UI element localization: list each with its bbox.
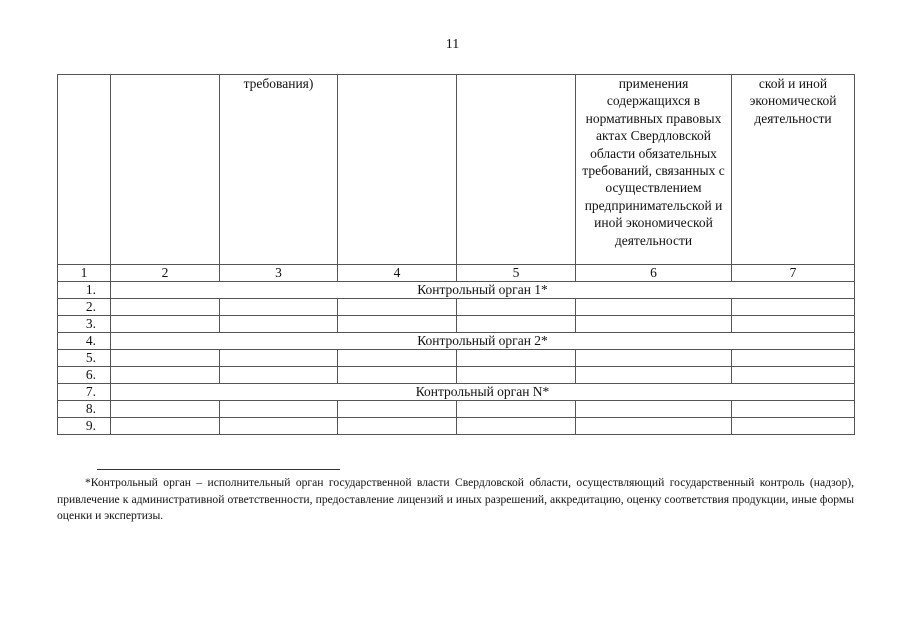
- row-number: 9.: [58, 418, 111, 435]
- table-cell: [220, 401, 338, 418]
- table-cell: [111, 316, 220, 333]
- table-cell: [111, 418, 220, 435]
- table-cell: [457, 316, 576, 333]
- table-cell: [338, 418, 457, 435]
- table-cell: [576, 316, 732, 333]
- column-number: 7: [732, 265, 855, 282]
- column-number: 6: [576, 265, 732, 282]
- table-cell: [220, 350, 338, 367]
- column-number: 2: [111, 265, 220, 282]
- header-col-4: [338, 75, 457, 265]
- table-cell: [338, 367, 457, 384]
- column-number: 4: [338, 265, 457, 282]
- table-cell: [732, 350, 855, 367]
- table-cell: [338, 350, 457, 367]
- report-table: [57, 74, 855, 435]
- table-cell: [576, 401, 732, 418]
- table-cell: [457, 401, 576, 418]
- control-body-label: Контрольный орган 1*: [111, 282, 855, 299]
- row-number: 8.: [58, 401, 111, 418]
- table-row: [58, 316, 855, 333]
- table-cell: [732, 418, 855, 435]
- table-cell: [732, 401, 855, 418]
- table-cell: [576, 299, 732, 316]
- table-header-row: [58, 75, 855, 265]
- row-number: 6.: [58, 367, 111, 384]
- table-cell: [576, 367, 732, 384]
- row-number: 2.: [58, 299, 111, 316]
- table-cell: [732, 316, 855, 333]
- table-row: [58, 401, 855, 418]
- table-cell: [111, 401, 220, 418]
- table-row: [58, 367, 855, 384]
- footnote-text: *Контрольный орган – исполнительный орган государственной власти Свердловской области, осуществляющий государственный контроль (надзор), привлечение к административной ответственности, предоставление лицензий и иных разрешений, аккредитацию, оценку соответствия продукции, иные формы оценки и экспертизы.: [57, 476, 854, 522]
- column-numbers-row: [58, 265, 855, 282]
- column-number: 5: [457, 265, 576, 282]
- table-cell: [457, 418, 576, 435]
- header-col-7: ской и иной экономической деятельности: [732, 75, 855, 265]
- table-cell: [576, 418, 732, 435]
- table-cell: [220, 316, 338, 333]
- table-row: [58, 418, 855, 435]
- table-cell: [732, 299, 855, 316]
- table-row: [58, 282, 855, 299]
- table-cell: [732, 367, 855, 384]
- control-body-label: Контрольный орган 2*: [111, 333, 855, 350]
- header-col-5: [457, 75, 576, 265]
- row-number: 1.: [58, 282, 111, 299]
- table-cell: [457, 367, 576, 384]
- table-cell: [220, 418, 338, 435]
- control-body-label: Контрольный орган N*: [111, 384, 855, 401]
- table-cell: [111, 299, 220, 316]
- table-row: [58, 333, 855, 350]
- table-cell: [111, 367, 220, 384]
- table-cell: [338, 401, 457, 418]
- table-row: [58, 299, 855, 316]
- table-cell: [220, 299, 338, 316]
- table-row: [58, 350, 855, 367]
- table-cell: [338, 299, 457, 316]
- header-col-1: [58, 75, 111, 265]
- column-number: 3: [220, 265, 338, 282]
- table-cell: [457, 350, 576, 367]
- table-cell: [338, 316, 457, 333]
- table-cell: [111, 350, 220, 367]
- header-col-6: применения содержащихся в нормативных правовых актах Свердловской области обязательных требований, связанных с осуществлением предпринимательской и иной экономической деятельности: [576, 75, 732, 265]
- row-number: 4.: [58, 333, 111, 350]
- page-number: 11: [445, 37, 460, 52]
- row-number: 3.: [58, 316, 111, 333]
- header-col-3: требования): [220, 75, 338, 265]
- header-col-2: [111, 75, 220, 265]
- table-cell: [220, 367, 338, 384]
- footnote-divider: [97, 469, 340, 470]
- column-number: 1: [58, 265, 111, 282]
- table-row: [58, 384, 855, 401]
- table-cell: [576, 350, 732, 367]
- row-number: 5.: [58, 350, 111, 367]
- table-cell: [457, 299, 576, 316]
- row-number: 7.: [58, 384, 111, 401]
